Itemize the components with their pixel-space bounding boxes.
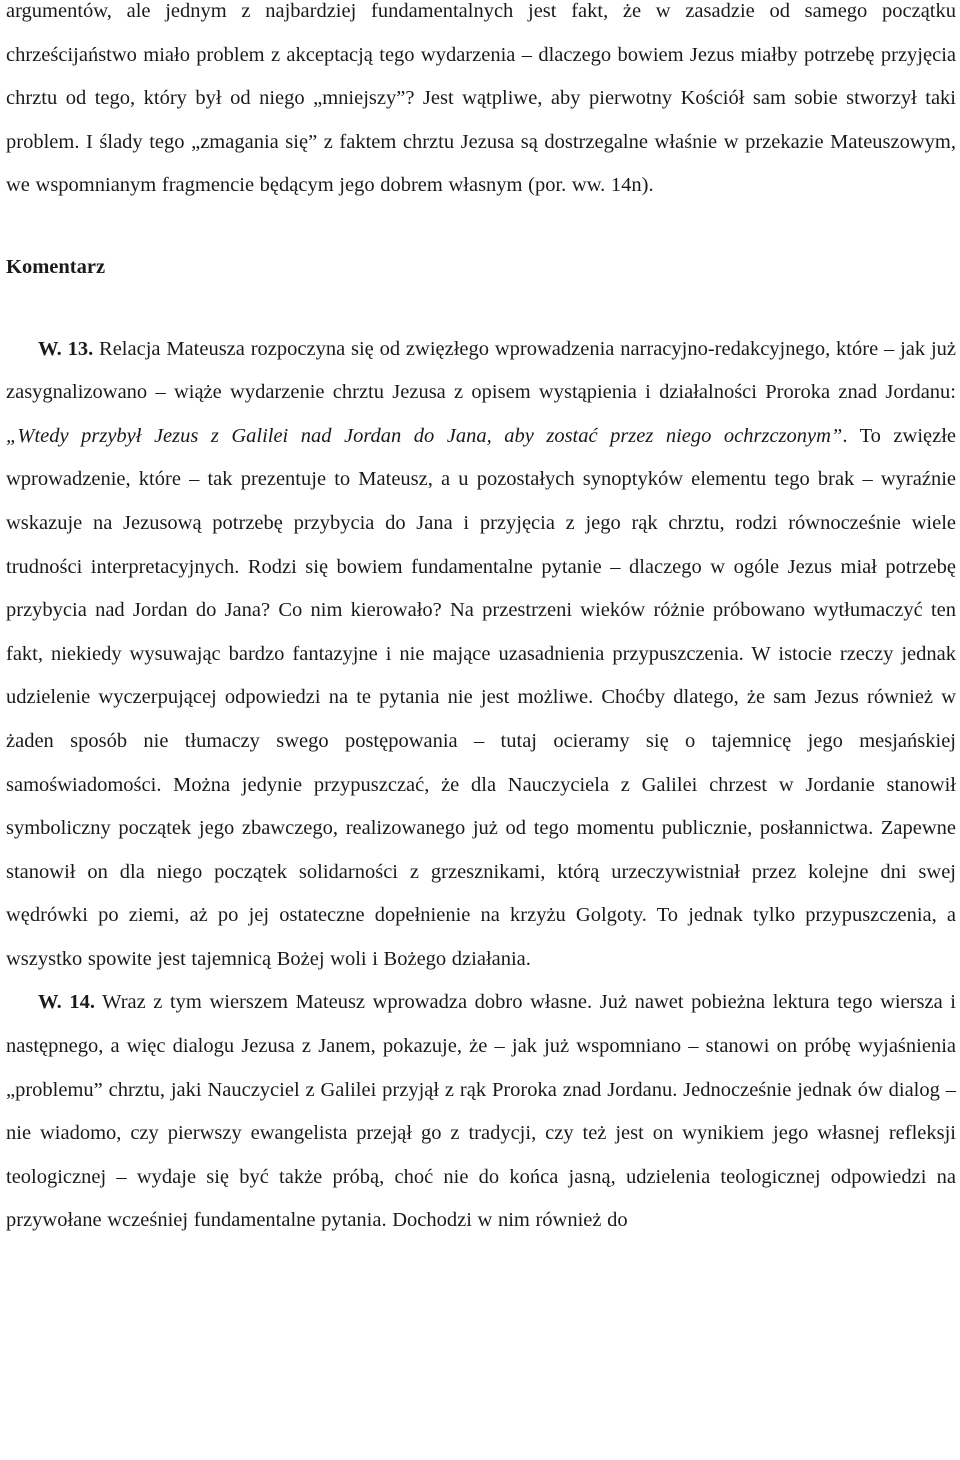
verse-14-paragraph [6, 981, 956, 1243]
intro-paragraph [6, 0, 956, 208]
verse-13-label: W. 13. [38, 337, 94, 360]
verse-13-quote: „Wtedy przybył Jezus z Galilei nad Jordan do Jana, aby zostać przez niego ochrzczonym” [6, 424, 843, 447]
verse-14-text: Wraz z tym wierszem Mateusz wprowadza dobro własne. Już nawet pobieżna lektura tego wiersza i następnego, a więc dialogu Jezusa z Janem, pokazuje, że – jak już wspomniano – stanowi on próbę wyjaśnienia „problemu” chrztu, jaki Nauczyciel z Galilei przyjął z rąk Proroka znad Jordanu. Jednocześnie jednak ów dialog – nie wiadomo, czy pierwszy ewangelista przejął go z tradycji, czy też jest on wynikiem jego własnej refleksji teologicznej – wydaje się być także próbą, choć nie do końca jasną, udzielenia teologicznej odpowiedzi na przywołane wcześniej fundamentalne pytania. Dochodzi w nim również do [6, 991, 956, 1232]
section-heading: Komentarz [6, 255, 106, 278]
verse-13-text-before: Relacja Mateusza rozpoczyna się od zwięzłego wprowadzenia narracyjno-redakcyjnego, które – jak już zasygnalizowano – wiąże wydarzenie chrztu Jezusa z opisem wystąpienia i działalności Proroka znad Jordanu: [6, 337, 956, 404]
verse-13-paragraph [6, 328, 956, 982]
document-page [6, 0, 956, 1243]
verse-13-text-after: . To zwięzłe wprowadzenie, które – tak prezentuje to Mateusz, a u pozostałych synoptyków elementu tego brak – wyraźnie wskazuje na Jezusową potrzebę przybycia do Jana i przyjęcia z jego rąk chrztu, rodzi równocześnie wiele trudności interpretacyjnych. Rodzi się bowiem fundamentalne pytanie – dlaczego w ogóle Jezus miał potrzebę przybycia nad Jordan do Jana? Co nim kierowało? Na przestrzeni wieków różnie próbowano wytłumaczyć ten fakt, niekiedy wysuwając bardzo fantazyjne i nie mające uzasadnienia przypuszczenia. W istocie rzeczy jednak udzielenie wyczerpującej odpowiedzi na te pytania nie jest możliwe. Choćby dlatego, że sam Jezus również w żaden sposób nie tłumaczy swego postępowania – tutaj ocieramy się o tajemnicę jego mesjańskiej samoświadomości. Można jedynie przypuszczać, że dla Nauczyciela z Galilei chrzest w Jordanie stanowił symboliczny początek jego zbawczego, realizowanego już od tego momentu publicznie, posłannictwa. Zapewne stanowił on dla niego początek solidarności z grzesznikami, którą urzeczywistniał przez kolejne dni swej wędrówki po ziemi, aż po jej ostateczne dopełnienie na krzyżu Golgoty. To jednak tylko przypuszczenia, a wszystko spowite jest tajemnicą Bożej woli i Bożego działania. [6, 424, 957, 970]
intro-text: argumentów, ale jednym z najbardziej fundamentalnych jest fakt, że w zasadzie od samego początku chrześcijaństwo miało problem z akceptacją tego wydarzenia – dlaczego bowiem Jezus miałby potrzebę przyjęcia chrztu od tego, który był od niego „mniejszy”? Jest wątpliwe, aby pierwotny Kościół sam sobie stworzył taki problem. I ślady tego „zmagania się” z faktem chrztu Jezusa są dostrzegalne właśnie w przekazie Mateuszowym, we wspomnianym fragmencie będącym jego dobrem własnym (por. ww. 14n). [6, 0, 956, 197]
verse-14-label: W. 14. [38, 991, 95, 1014]
